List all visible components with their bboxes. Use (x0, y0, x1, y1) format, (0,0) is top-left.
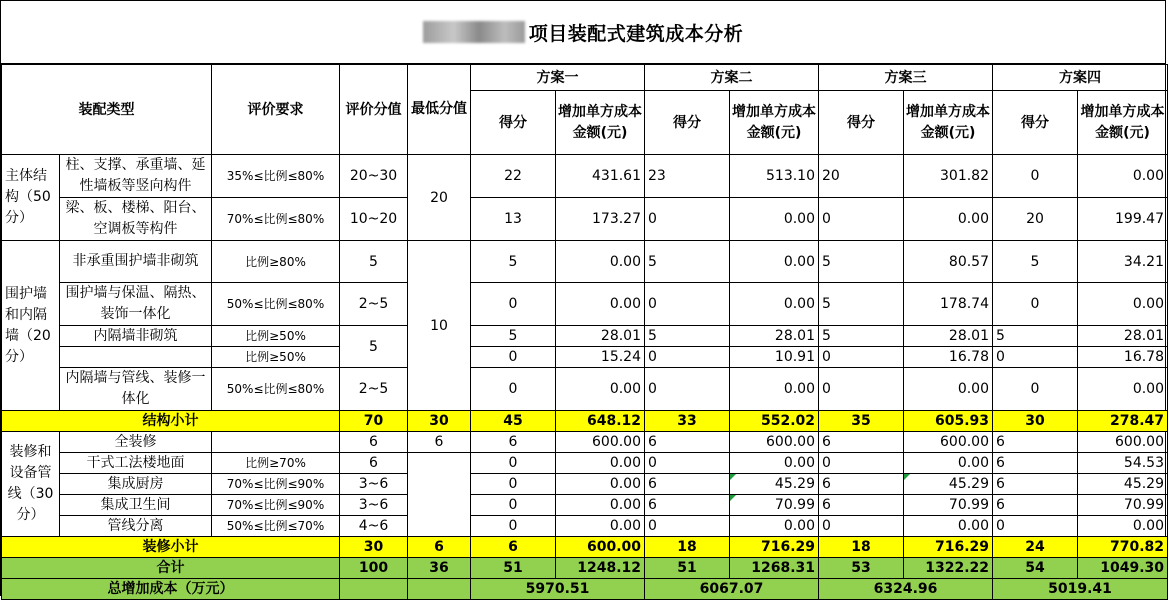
cost-cell[interactable]: 34.21 (1078, 241, 1168, 283)
requirement-cell[interactable]: 35%≤比例≤80% (212, 155, 340, 198)
header-score-value[interactable]: 评价分值 (340, 65, 408, 155)
cost-cell[interactable]: 0.00 (556, 516, 645, 537)
score-cell[interactable]: 0 (819, 516, 904, 537)
total-cost-empty[interactable] (340, 579, 408, 600)
subtotal-label[interactable]: 结构小计 (2, 411, 340, 432)
table-row (2, 347, 1168, 368)
cost-cell[interactable]: 0.00 (556, 241, 645, 283)
cost-cell[interactable]: 173.27 (556, 198, 645, 241)
cost-cell[interactable]: 0.00 (556, 474, 645, 495)
score-cell[interactable]: 6 (993, 453, 1078, 474)
subtotal-value[interactable]: 30 (340, 537, 408, 558)
cost-cell[interactable]: 0.00 (904, 516, 993, 537)
subtotal-cost[interactable]: 716.29 (904, 537, 993, 558)
cost-analysis-table (1, 64, 1168, 600)
subtotal-cost[interactable]: 278.47 (1078, 411, 1168, 432)
score-value-cell[interactable]: 2~5 (340, 283, 408, 326)
cost-cell[interactable]: 0.00 (556, 368, 645, 411)
score-cell[interactable]: 0 (471, 495, 556, 516)
subtotal-cost[interactable]: 770.82 (1078, 537, 1168, 558)
score-value-cell[interactable]: 5 (340, 241, 408, 283)
cost-cell[interactable]: 0.00 (730, 368, 819, 411)
subtotal-score[interactable]: 33 (645, 411, 730, 432)
header-plan-3[interactable]: 方案三 (819, 65, 993, 91)
subtotal-score[interactable]: 18 (645, 537, 730, 558)
total-cost[interactable]: 1322.22 (904, 558, 993, 579)
subtotal-cost[interactable]: 600.00 (556, 537, 645, 558)
subtotal-min[interactable]: 6 (408, 537, 471, 558)
table-row (2, 241, 1168, 283)
requirement-cell[interactable]: 70%≤比例≤80% (212, 198, 340, 241)
score-cell[interactable]: 0 (645, 453, 730, 474)
group-enclosure[interactable]: 围护墙和内隔墙（20分） (2, 241, 60, 411)
header-plan-4[interactable]: 方案四 (993, 65, 1168, 91)
score-cell[interactable]: 23 (645, 155, 730, 198)
group-decoration[interactable]: 装修和设备管线（30分） (2, 432, 60, 537)
subtotal-value[interactable]: 70 (340, 411, 408, 432)
group-main[interactable]: 主体结构（50分） (2, 155, 60, 241)
item-cell[interactable]: 干式工法楼地面 (60, 453, 212, 474)
item-cell[interactable]: 柱、支撑、承重墙、延性墙板等竖向构件 (60, 155, 212, 198)
subtotal-label[interactable]: 装修小计 (2, 537, 340, 558)
cost-cell[interactable]: 54.53 (1078, 453, 1168, 474)
cost-cell[interactable]: 513.10 (730, 155, 819, 198)
table-row (2, 368, 1168, 411)
header-cost[interactable]: 增加单方成本金额(元) (556, 91, 645, 155)
requirement-cell[interactable]: 比例≥70% (212, 453, 340, 474)
subtotal-score[interactable]: 18 (819, 537, 904, 558)
table-row (2, 516, 1168, 537)
cost-cell[interactable]: 45.29 (730, 474, 819, 495)
cost-cell[interactable]: 0.00 (730, 198, 819, 241)
total-value[interactable]: 100 (340, 558, 408, 579)
score-cell[interactable]: 0 (993, 516, 1078, 537)
item-cell[interactable]: 集成卫生间 (60, 495, 212, 516)
min-score-cell[interactable] (408, 453, 471, 537)
requirement-cell[interactable] (212, 432, 340, 453)
table-row (2, 155, 1168, 198)
score-cell[interactable]: 0 (819, 453, 904, 474)
score-value-cell[interactable]: 10~20 (340, 198, 408, 241)
total-score[interactable]: 51 (471, 558, 556, 579)
table-row (2, 432, 1168, 453)
cost-cell[interactable]: 0.00 (1078, 368, 1168, 411)
item-cell[interactable] (60, 347, 212, 368)
total-score[interactable]: 51 (645, 558, 730, 579)
score-cell[interactable]: 0 (993, 155, 1078, 198)
requirement-cell[interactable]: 50%≤比例≤80% (212, 283, 340, 326)
requirement-cell[interactable]: 比例≥80% (212, 241, 340, 283)
score-value-cell[interactable]: 3~6 (340, 495, 408, 516)
cost-cell[interactable]: 178.74 (904, 283, 993, 326)
score-cell[interactable]: 0 (993, 283, 1078, 326)
score-cell[interactable]: 0 (645, 283, 730, 326)
cost-cell[interactable]: 15.24 (556, 347, 645, 368)
requirement-cell[interactable]: 50%≤比例≤70% (212, 516, 340, 537)
cost-cell[interactable]: 80.57 (904, 241, 993, 283)
cost-cell[interactable]: 0.00 (904, 198, 993, 241)
score-value-cell[interactable]: 6 (340, 453, 408, 474)
total-cost-empty[interactable] (408, 579, 471, 600)
subtotal-score[interactable]: 24 (993, 537, 1078, 558)
score-cell[interactable]: 5 (645, 326, 730, 347)
cost-cell[interactable]: 600.00 (1078, 432, 1168, 453)
subtotal-min[interactable]: 30 (408, 411, 471, 432)
cost-cell[interactable]: 28.01 (730, 326, 819, 347)
cost-cell[interactable]: 0.00 (730, 516, 819, 537)
cost-cell[interactable]: 70.99 (1078, 495, 1168, 516)
score-cell[interactable]: 5 (471, 241, 556, 283)
score-cell[interactable]: 0 (993, 368, 1078, 411)
score-cell[interactable]: 5 (819, 326, 904, 347)
header-cost[interactable]: 增加单方成本金额(元) (904, 91, 993, 155)
score-value-cell[interactable]: 20~30 (340, 155, 408, 198)
total-cost-row (2, 579, 1168, 600)
score-cell[interactable]: 6 (993, 432, 1078, 453)
total-cost-plan-2[interactable]: 6067.07 (645, 579, 819, 600)
score-cell[interactable]: 5 (819, 283, 904, 326)
score-value-cell[interactable]: 2~5 (340, 368, 408, 411)
total-label[interactable]: 合计 (2, 558, 340, 579)
item-cell[interactable]: 围护墙与保温、隔热、装饰一体化 (60, 283, 212, 326)
min-score-cell[interactable]: 10 (408, 241, 471, 411)
score-value-cell[interactable]: 3~6 (340, 474, 408, 495)
total-row (2, 558, 1168, 579)
title-row (1, 1, 1165, 64)
subtotal-score[interactable]: 6 (471, 537, 556, 558)
score-cell[interactable]: 6 (819, 495, 904, 516)
table-row (2, 495, 1168, 516)
score-cell[interactable]: 6 (819, 474, 904, 495)
cost-cell[interactable]: 10.91 (730, 347, 819, 368)
score-cell[interactable]: 0 (471, 474, 556, 495)
header-plan-1[interactable]: 方案一 (471, 65, 645, 91)
item-cell[interactable]: 梁、板、楼梯、阳台、空调板等构件 (60, 198, 212, 241)
header-min-score[interactable]: 最低分值 (408, 65, 471, 155)
min-score-cell[interactable]: 6 (408, 432, 471, 453)
cost-cell[interactable]: 0.00 (904, 453, 993, 474)
score-value-cell[interactable]: 5 (340, 326, 408, 368)
subtotal-score[interactable]: 45 (471, 411, 556, 432)
cost-cell[interactable]: 70.99 (904, 495, 993, 516)
item-cell[interactable]: 管线分离 (60, 516, 212, 537)
table-row (2, 198, 1168, 241)
total-cost-plan-4[interactable]: 5019.41 (993, 579, 1168, 600)
cost-cell[interactable]: 431.61 (556, 155, 645, 198)
total-min[interactable]: 36 (408, 558, 471, 579)
item-cell[interactable]: 非承重围护墙非砌筑 (60, 241, 212, 283)
score-cell[interactable]: 6 (471, 432, 556, 453)
requirement-cell[interactable]: 比例≥50% (212, 347, 340, 368)
score-cell[interactable]: 20 (819, 155, 904, 198)
deco-subtotal-row (2, 537, 1168, 558)
score-cell[interactable]: 0 (819, 368, 904, 411)
item-cell[interactable]: 全装修 (60, 432, 212, 453)
score-cell[interactable]: 0 (819, 347, 904, 368)
total-cost-plan-1[interactable]: 5970.51 (471, 579, 645, 600)
score-cell[interactable]: 6 (993, 495, 1078, 516)
cost-cell[interactable]: 199.47 (1078, 198, 1168, 241)
total-cost-label[interactable]: 总增加成本（万元） (2, 579, 340, 600)
score-cell[interactable]: 6 (645, 495, 730, 516)
cost-cell[interactable]: 301.82 (904, 155, 993, 198)
subtotal-cost[interactable]: 605.93 (904, 411, 993, 432)
total-score[interactable]: 54 (993, 558, 1078, 579)
subtotal-cost[interactable]: 648.12 (556, 411, 645, 432)
score-value-cell[interactable]: 4~6 (340, 516, 408, 537)
total-cost[interactable]: 1049.30 (1078, 558, 1168, 579)
cost-cell[interactable]: 0.00 (730, 453, 819, 474)
score-cell[interactable]: 0 (471, 283, 556, 326)
subtotal-cost[interactable]: 552.02 (730, 411, 819, 432)
cost-cell[interactable]: 0.00 (556, 283, 645, 326)
header-cost[interactable]: 增加单方成本金额(元) (1078, 91, 1168, 155)
score-cell[interactable]: 0 (819, 198, 904, 241)
score-value-cell[interactable]: 6 (340, 432, 408, 453)
score-cell[interactable]: 6 (993, 474, 1078, 495)
header-score[interactable]: 得分 (993, 91, 1078, 155)
cost-cell[interactable]: 0.00 (1078, 155, 1168, 198)
header-cost[interactable]: 增加单方成本金额(元) (730, 91, 819, 155)
table-row (2, 283, 1168, 326)
cost-cell[interactable]: 45.29 (1078, 474, 1168, 495)
cost-cell[interactable]: 0.00 (1078, 516, 1168, 537)
cost-cell[interactable]: 0.00 (730, 283, 819, 326)
cost-cell[interactable]: 0.00 (904, 368, 993, 411)
subtotal-score[interactable]: 30 (993, 411, 1078, 432)
score-cell[interactable]: 0 (645, 516, 730, 537)
score-cell[interactable]: 0 (471, 347, 556, 368)
requirement-cell[interactable]: 比例≥50% (212, 326, 340, 347)
total-score[interactable]: 53 (819, 558, 904, 579)
item-cell[interactable]: 内隔墙与管线、装修一体化 (60, 368, 212, 411)
score-cell[interactable]: 0 (471, 516, 556, 537)
score-cell[interactable]: 5 (993, 326, 1078, 347)
header-score[interactable]: 得分 (819, 91, 904, 155)
cost-cell[interactable]: 70.99 (730, 495, 819, 516)
cost-cell[interactable]: 600.00 (556, 432, 645, 453)
total-cost-plan-3[interactable]: 6324.96 (819, 579, 993, 600)
min-score-cell[interactable]: 20 (408, 155, 471, 241)
header-plan-2[interactable]: 方案二 (645, 65, 819, 91)
score-cell[interactable]: 5 (645, 241, 730, 283)
cost-cell[interactable]: 600.00 (904, 432, 993, 453)
score-cell[interactable]: 20 (993, 198, 1078, 241)
score-cell[interactable]: 6 (645, 432, 730, 453)
total-cost[interactable]: 1268.31 (730, 558, 819, 579)
cost-cell[interactable]: 28.01 (556, 326, 645, 347)
requirement-cell[interactable]: 70%≤比例≤90% (212, 474, 340, 495)
table-row (2, 453, 1168, 474)
subtotal-score[interactable]: 35 (819, 411, 904, 432)
redacted-project-name (423, 21, 525, 43)
cost-cell[interactable]: 0.00 (1078, 283, 1168, 326)
header-score[interactable]: 得分 (645, 91, 730, 155)
score-cell[interactable]: 0 (645, 198, 730, 241)
score-cell[interactable]: 0 (471, 368, 556, 411)
score-cell[interactable]: 6 (645, 474, 730, 495)
cost-cell[interactable]: 0.00 (556, 453, 645, 474)
cost-cell[interactable]: 28.01 (904, 326, 993, 347)
total-cost[interactable]: 1248.12 (556, 558, 645, 579)
score-cell[interactable]: 13 (471, 198, 556, 241)
cost-cell[interactable]: 0.00 (556, 495, 645, 516)
header-type[interactable]: 装配类型 (2, 65, 212, 155)
cost-cell[interactable]: 600.00 (730, 432, 819, 453)
header-requirement[interactable]: 评价要求 (212, 65, 340, 155)
cost-cell[interactable]: 16.78 (1078, 347, 1168, 368)
cost-cell[interactable]: 28.01 (1078, 326, 1168, 347)
score-cell[interactable]: 5 (471, 326, 556, 347)
score-cell[interactable]: 0 (645, 368, 730, 411)
cost-cell[interactable]: 0.00 (730, 241, 819, 283)
structure-subtotal-row (2, 411, 1168, 432)
score-cell[interactable]: 6 (819, 432, 904, 453)
score-cell[interactable]: 22 (471, 155, 556, 198)
header-score[interactable]: 得分 (471, 91, 556, 155)
item-cell[interactable]: 内隔墙非砌筑 (60, 326, 212, 347)
subtotal-cost[interactable]: 716.29 (730, 537, 819, 558)
table-row (2, 326, 1168, 347)
requirement-cell[interactable]: 70%≤比例≤90% (212, 495, 340, 516)
score-cell[interactable]: 0 (645, 347, 730, 368)
score-cell[interactable]: 5 (993, 241, 1078, 283)
item-cell[interactable]: 集成厨房 (60, 474, 212, 495)
cost-cell[interactable]: 45.29 (904, 474, 993, 495)
score-cell[interactable]: 0 (993, 347, 1078, 368)
score-cell[interactable]: 0 (471, 453, 556, 474)
cost-cell[interactable]: 16.78 (904, 347, 993, 368)
score-cell[interactable]: 5 (819, 241, 904, 283)
sheet-title: 项目装配式建筑成本分析 (528, 22, 744, 45)
requirement-cell[interactable]: 50%≤比例≤80% (212, 368, 340, 411)
table-row (2, 474, 1168, 495)
